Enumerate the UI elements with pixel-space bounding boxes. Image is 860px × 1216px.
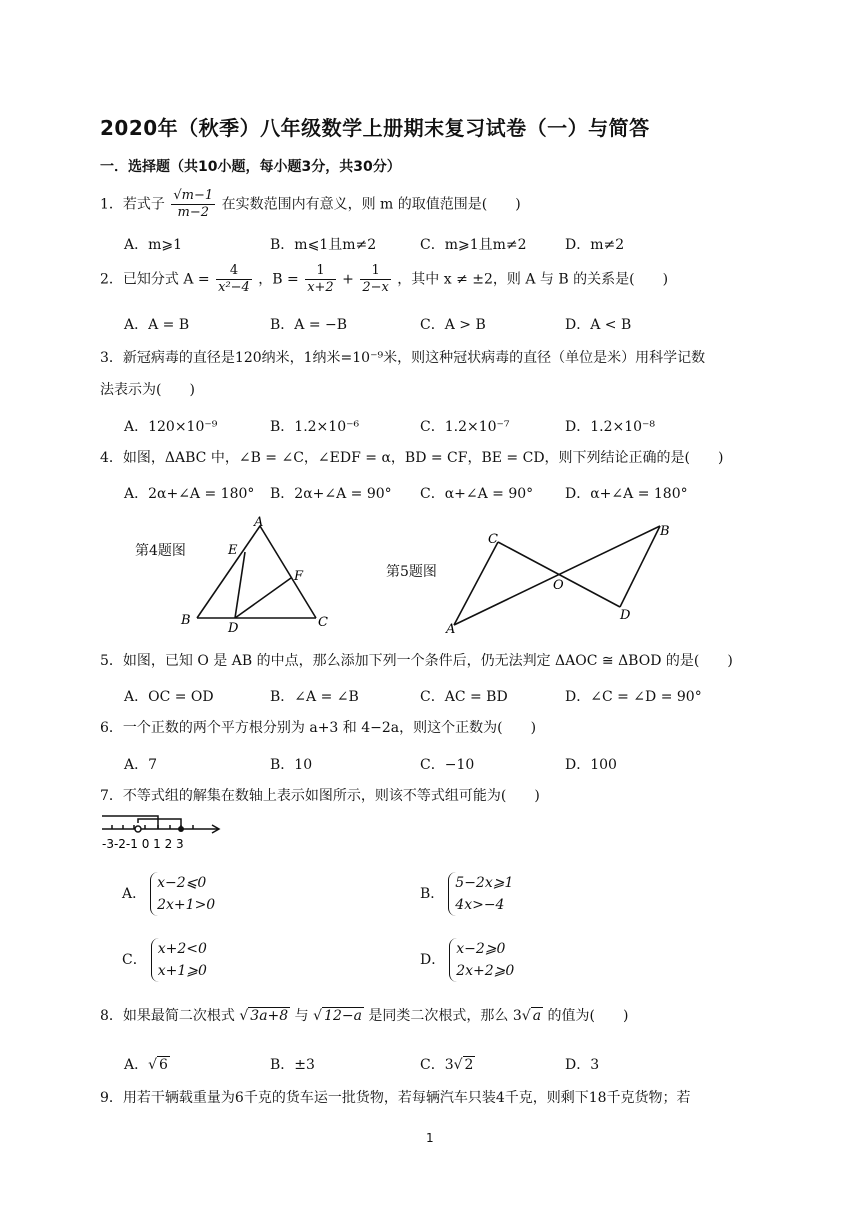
fig5-label-c: C (488, 532, 498, 547)
question-1 (100, 188, 521, 221)
question-3-line-2: 法表示为( ) (100, 382, 195, 398)
question-2 (100, 263, 668, 296)
q1-prefix: 1．若式子 (100, 196, 165, 213)
q7-option-c-system (151, 938, 207, 982)
q4-option-d[interactable]: D．α+∠A = 180° (565, 486, 688, 502)
q5-option-d[interactable]: D．∠C = ∠D = 90° (565, 689, 702, 705)
q4-option-c[interactable]: C．α+∠A = 90° (420, 486, 534, 502)
q2-prefix: 2．已知分式 A = (100, 271, 210, 288)
question-4: 4．如图，ΔABC 中，∠B = ∠C，∠EDF = α，BD = CF，BE = CD，则下列结论正确的是( ) (100, 450, 724, 466)
q8-prefix: 8．如果最简二次根式 (100, 1008, 235, 1024)
q8-radical-3: a (532, 1008, 542, 1024)
fig4-label-d: D (228, 621, 239, 636)
q8-option-d[interactable]: D．3 (565, 1057, 600, 1073)
number-line (100, 810, 224, 852)
fig5-label: 第5题图 (386, 564, 437, 580)
fig5-label-b: B (660, 524, 670, 539)
q6-option-d[interactable]: D．100 (565, 757, 617, 773)
section-heading: 一．选择题（共10小题，每小题3分，共30分） (100, 159, 401, 175)
q1-numerator: √m−1 (173, 188, 214, 203)
fig5-label-o: O (553, 578, 564, 593)
q1-denominator: m−2 (177, 205, 210, 220)
q8-option-a-label: A． (124, 1057, 149, 1073)
number-line-bracket-left (102, 816, 158, 829)
fig5-label-a: A (446, 622, 456, 637)
q8-option-c[interactable]: C．3√ 2 (420, 1057, 474, 1073)
q2-fraction-b1 (305, 263, 336, 296)
question-8: 8．如果最简二次根式 √ 3a+8 与 √ 12−a 是同类二次根式，那么 3√ a 的值为( ) (100, 1008, 629, 1024)
q7-option-b-system (448, 872, 513, 916)
fig4-segment-df (235, 578, 291, 618)
q5-option-c[interactable]: C．AC = BD (420, 689, 508, 705)
q8-option-b[interactable]: B．±3 (270, 1057, 315, 1073)
q1-option-b[interactable]: B．m⩽1且m≠2 (270, 237, 377, 253)
q3-option-b[interactable]: B．1.2×10⁻⁶ (270, 419, 360, 435)
fig4-side-ab (197, 526, 260, 618)
q1-option-a[interactable]: A．m⩾1 (124, 237, 183, 253)
fig4-label-b: B (181, 613, 191, 628)
q7-b-ineq-1: 5−2x⩾1 (455, 875, 514, 891)
q1-fraction (171, 188, 215, 221)
q2-b1-numerator: 1 (305, 263, 336, 280)
q1-option-d[interactable]: D．m≠2 (565, 237, 625, 253)
q7-c-ineq-2: x+1⩾0 (157, 963, 207, 979)
q2-suffix: ，其中 x ≠ ±2，则 A 与 B 的关系是( ) (397, 271, 669, 288)
q8-mid: 与 (294, 1008, 309, 1024)
q2-b2-numerator: 1 (360, 263, 391, 280)
q7-option-c-label: C． (122, 952, 147, 968)
q7-a-ineq-2: 2x+1>0 (157, 897, 216, 913)
number-line-labels: -3-2-1 0 1 2 3 (102, 837, 184, 851)
q6-option-a[interactable]: A．7 (124, 757, 158, 773)
q6-option-c[interactable]: C．−10 (420, 757, 475, 773)
q5-option-a[interactable]: A．OC = OD (124, 689, 214, 705)
q8-coefficient: 3 (512, 1008, 522, 1024)
q2-mid: ，B = (258, 271, 299, 288)
question-5: 5．如图，已知 O 是 AB 的中点，那么添加下列一个条件后，仍无法判定 ΔAOC ≅ ΔBOD 的是( ) (100, 653, 733, 669)
q7-option-a-system (150, 872, 215, 916)
q8-radical-1: 3a+8 (250, 1008, 289, 1024)
q7-option-c[interactable] (122, 938, 207, 982)
q4-option-a[interactable]: A．2α+∠A = 180° (124, 486, 255, 502)
q3-option-d[interactable]: D．1.2×10⁻⁸ (565, 419, 656, 435)
fig4-side-ac (260, 526, 316, 618)
q2-a-numerator: 4 (216, 263, 252, 280)
q7-b-ineq-2: 4x>−4 (455, 897, 505, 913)
q2-b2-denominator: 2−x (362, 280, 389, 295)
q7-d-ineq-2: 2x+2⩾0 (456, 963, 515, 979)
q2-a-denominator: x²−4 (218, 280, 250, 295)
fig5-segment-cd (498, 542, 620, 607)
fig5-segment-bd (620, 526, 660, 607)
q1-option-c[interactable]: C．m⩾1且m≠2 (420, 237, 527, 253)
q7-option-a-label: A． (122, 886, 147, 902)
q8-option-c-label: C．3 (420, 1057, 454, 1073)
q7-option-d[interactable] (420, 938, 514, 982)
fig4-label-c: C (318, 615, 328, 630)
q3-option-c[interactable]: C．1.2×10⁻⁷ (420, 419, 510, 435)
q2-option-b[interactable]: B．A = −B (270, 317, 348, 333)
fig4-label: 第4题图 (135, 543, 186, 559)
fig5-figure (440, 515, 680, 637)
q2-b1-denominator: x+2 (307, 280, 334, 295)
q6-option-b[interactable]: B．10 (270, 757, 313, 773)
q2-option-d[interactable]: D．A < B (565, 317, 632, 333)
question-3-line-1: 3．新冠病毒的直径是120纳米，1纳米=10⁻⁹米，则这种冠状病毒的直径（单位是米）用科学记数 (100, 350, 706, 366)
q8-option-c-radical: 2 (464, 1057, 474, 1073)
q2-option-a[interactable]: A．A = B (124, 317, 190, 333)
q2-option-c[interactable]: C．A > B (420, 317, 486, 333)
fig5-segment-ac (454, 542, 498, 625)
question-7: 7．不等式组的解集在数轴上表示如图所示，则该不等式组可能为( ) (100, 788, 540, 804)
q3-option-a[interactable]: A．120×10⁻⁹ (124, 419, 218, 435)
q7-option-d-system (449, 938, 514, 982)
question-9: 9．用若干辆载重量为6千克的货车运一批货物，若每辆汽车只装4千克，则剩下18千克货物；若 (100, 1090, 691, 1106)
fig4-label-f: F (294, 569, 304, 584)
q2-fraction-a (216, 263, 252, 296)
q2-plus: + (342, 271, 354, 288)
q8-radical-2: 12−a (324, 1008, 362, 1024)
fig4-segment-de (235, 552, 245, 618)
q8-option-a-radical: 6 (159, 1057, 168, 1073)
filled-circle-marker (178, 826, 184, 832)
fig4-label-e: E (228, 543, 238, 558)
fig4-triangle (175, 512, 345, 637)
q1-suffix: 在实数范围内有意义，则 m 的取值范围是( ) (221, 196, 521, 213)
q4-option-b[interactable]: B．2α+∠A = 90° (270, 486, 392, 502)
question-6: 6．一个正数的两个平方根分别为 a+3 和 4−2a，则这个正数为( ) (100, 720, 537, 736)
q7-option-b-label: B． (420, 886, 445, 902)
page-title: 2020年（秋季）八年级数学上册期末复习试卷（一）与简答 (100, 116, 650, 140)
q7-option-a[interactable] (122, 872, 215, 916)
q5-option-b[interactable]: B．∠A = ∠B (270, 689, 359, 705)
q8-end: 的值为( ) (547, 1008, 629, 1024)
q7-a-ineq-1: x−2⩽0 (157, 875, 207, 891)
page-number: 1 (426, 1131, 434, 1145)
q7-d-ineq-1: x−2⩾0 (456, 941, 506, 957)
q8-suffix: 是同类二次根式，那么 (368, 1008, 509, 1024)
q7-option-d-label: D． (420, 952, 446, 968)
q7-c-ineq-1: x+2<0 (157, 941, 207, 957)
q2-fraction-b2 (360, 263, 391, 296)
fig4-label-a: A (254, 515, 264, 530)
fig5-label-d: D (620, 608, 631, 623)
q7-option-b[interactable] (420, 872, 513, 916)
q8-option-a[interactable]: A．√ 6 (124, 1057, 168, 1073)
open-circle-marker (135, 826, 141, 832)
